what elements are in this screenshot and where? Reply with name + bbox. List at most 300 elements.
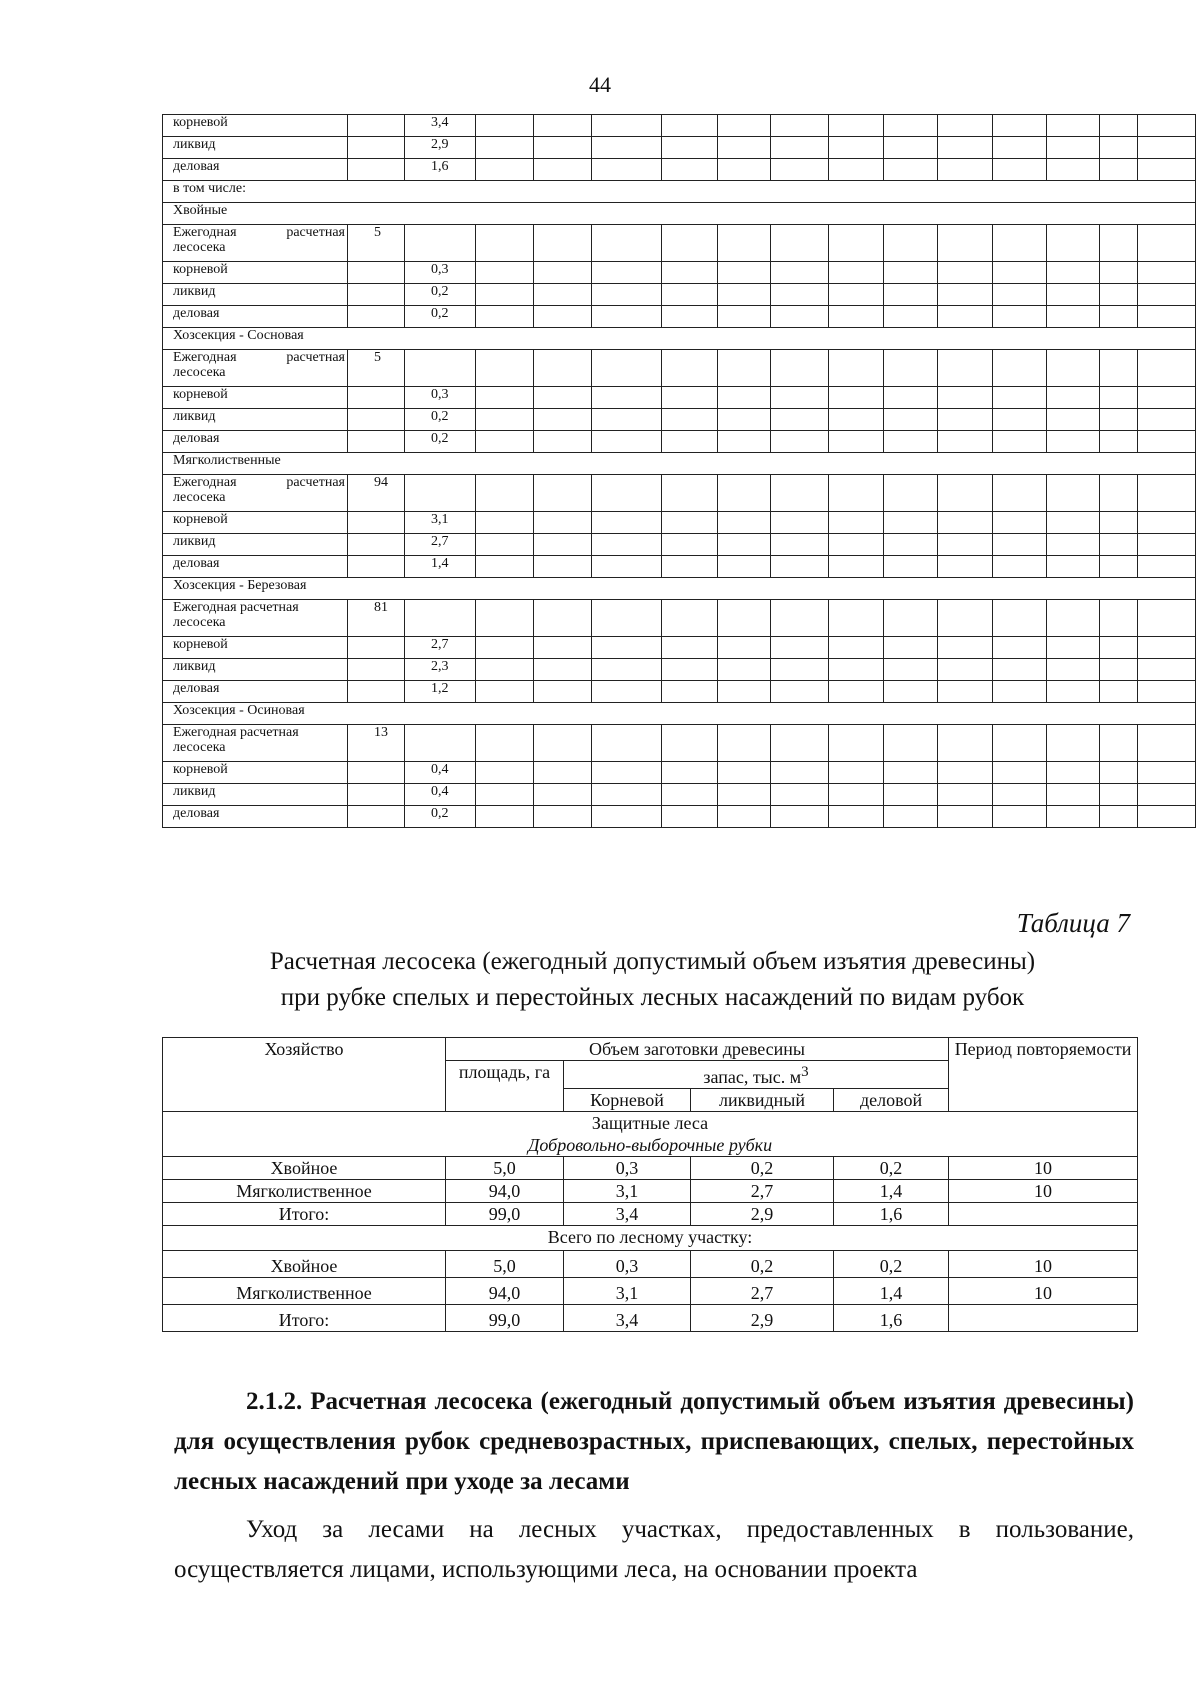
- empty-cell: [662, 306, 718, 328]
- empty-cell: [476, 159, 534, 181]
- empty-cell: [938, 556, 993, 578]
- empty-cell: [1100, 534, 1138, 556]
- empty-cell: [829, 225, 884, 262]
- header-stock-text: запас, тыс. м: [703, 1067, 802, 1087]
- row-area: [348, 512, 405, 534]
- empty-cell: [534, 806, 592, 828]
- empty-cell: [993, 784, 1047, 806]
- row-label: корневой: [163, 512, 348, 534]
- empty-cell: [534, 475, 592, 512]
- empty-cell: [476, 600, 534, 637]
- row-area: [348, 306, 405, 328]
- empty-cell: [534, 387, 592, 409]
- cell-liquid: 2,7: [691, 1278, 834, 1305]
- empty-cell: [829, 137, 884, 159]
- row-value: 2,9: [405, 137, 476, 159]
- empty-cell: [476, 725, 534, 762]
- table-row: [163, 703, 1196, 725]
- table-row: [163, 306, 1196, 328]
- row-area: [348, 262, 405, 284]
- row-value: 0,4: [405, 762, 476, 784]
- empty-cell: [592, 284, 662, 306]
- empty-cell: [771, 725, 829, 762]
- empty-cell: [884, 762, 938, 784]
- table-row: [163, 784, 1196, 806]
- empty-cell: [1047, 262, 1100, 284]
- cell-area: 99,0: [446, 1203, 564, 1226]
- table-row: [163, 328, 1196, 350]
- section-label: Хозсекция - Березовая: [163, 578, 1196, 600]
- empty-cell: [938, 725, 993, 762]
- row-area: 5: [348, 225, 405, 262]
- empty-cell: [829, 431, 884, 453]
- empty-cell: [476, 637, 534, 659]
- table-row: [163, 556, 1196, 578]
- row-label-part: Ежегодная расчетная: [173, 600, 299, 615]
- empty-cell: [662, 159, 718, 181]
- empty-cell: [718, 556, 771, 578]
- table-row: [163, 475, 1196, 512]
- empty-cell: [718, 659, 771, 681]
- empty-cell: [938, 431, 993, 453]
- empty-cell: [592, 387, 662, 409]
- empty-cell: [884, 637, 938, 659]
- empty-cell: [993, 637, 1047, 659]
- empty-cell: [592, 762, 662, 784]
- empty-cell: [1138, 137, 1196, 159]
- table-row: [163, 725, 1196, 762]
- empty-cell: [771, 284, 829, 306]
- row-label: корневой: [163, 262, 348, 284]
- empty-cell: [938, 409, 993, 431]
- empty-cell: [534, 115, 592, 137]
- empty-cell: [592, 534, 662, 556]
- table-7-caption: Таблица 7: [1016, 908, 1130, 938]
- empty-cell: [1047, 137, 1100, 159]
- empty-cell: [1100, 681, 1138, 703]
- empty-cell: [1047, 284, 1100, 306]
- empty-cell: [662, 659, 718, 681]
- empty-cell: [771, 534, 829, 556]
- table-6-continuation: [162, 114, 1196, 828]
- row-value: 0,2: [405, 306, 476, 328]
- empty-cell: [829, 306, 884, 328]
- table-row: [163, 762, 1196, 784]
- empty-cell: [1138, 556, 1196, 578]
- empty-cell: [829, 534, 884, 556]
- header-volume: Объем заготовки древесины: [446, 1038, 949, 1061]
- empty-cell: [592, 784, 662, 806]
- empty-cell: [476, 225, 534, 262]
- empty-cell: [592, 637, 662, 659]
- empty-cell: [476, 806, 534, 828]
- empty-cell: [718, 512, 771, 534]
- table-row: [163, 387, 1196, 409]
- empty-cell: [771, 409, 829, 431]
- cell-area: 5,0: [446, 1157, 564, 1180]
- cell-liquid: 2,9: [691, 1203, 834, 1226]
- empty-cell: [771, 637, 829, 659]
- row-label-part: расчетная: [286, 475, 345, 490]
- empty-cell: [1100, 762, 1138, 784]
- empty-cell: [476, 409, 534, 431]
- empty-cell: [592, 350, 662, 387]
- empty-cell: [718, 387, 771, 409]
- empty-cell: [1138, 659, 1196, 681]
- empty-cell: [771, 431, 829, 453]
- empty-cell: [993, 659, 1047, 681]
- row-label: [163, 600, 348, 637]
- empty-cell: [938, 681, 993, 703]
- empty-cell: [534, 512, 592, 534]
- row-label: корневой: [163, 762, 348, 784]
- row-area: [348, 762, 405, 784]
- cell-liquid: 0,2: [691, 1251, 834, 1278]
- cell-period: [949, 1305, 1138, 1332]
- row-value: 0,4: [405, 784, 476, 806]
- empty-cell: [829, 806, 884, 828]
- row-label: [163, 350, 348, 387]
- row-label: деловая: [163, 556, 348, 578]
- empty-cell: [938, 600, 993, 637]
- cell-root: 3,4: [564, 1305, 691, 1332]
- empty-cell: [993, 600, 1047, 637]
- row-label-part: расчетная: [286, 225, 345, 240]
- row-value: 0,2: [405, 431, 476, 453]
- empty-cell: [1047, 637, 1100, 659]
- table-row: [163, 534, 1196, 556]
- empty-cell: [1100, 431, 1138, 453]
- section-label: Хозсекция - Сосновая: [163, 328, 1196, 350]
- empty-cell: [662, 512, 718, 534]
- row-label: корневой: [163, 637, 348, 659]
- empty-cell: [1138, 284, 1196, 306]
- empty-cell: [1138, 806, 1196, 828]
- table-row: [163, 262, 1196, 284]
- empty-cell: [829, 409, 884, 431]
- empty-cell: [662, 431, 718, 453]
- cell-area: 94,0: [446, 1180, 564, 1203]
- header-period: Период повторяемости: [949, 1038, 1138, 1112]
- section-total-plot: Всего по лесному участку:: [163, 1226, 1138, 1251]
- empty-cell: [592, 475, 662, 512]
- row-value: 0,2: [405, 409, 476, 431]
- cell-root: 0,3: [564, 1251, 691, 1278]
- empty-cell: [662, 806, 718, 828]
- empty-cell: [476, 387, 534, 409]
- empty-cell: [884, 306, 938, 328]
- empty-cell: [662, 725, 718, 762]
- header-liquid: ликвидный: [691, 1089, 834, 1112]
- section-label: Мягколиственные: [163, 453, 1196, 475]
- cell-area: 99,0: [446, 1305, 564, 1332]
- empty-cell: [884, 512, 938, 534]
- empty-cell: [718, 534, 771, 556]
- empty-cell: [718, 806, 771, 828]
- empty-cell: [534, 137, 592, 159]
- empty-cell: [938, 806, 993, 828]
- table-row: [163, 137, 1196, 159]
- empty-cell: [1100, 159, 1138, 181]
- empty-cell: [884, 534, 938, 556]
- empty-cell: [1100, 387, 1138, 409]
- empty-cell: [1138, 115, 1196, 137]
- empty-cell: [993, 350, 1047, 387]
- empty-cell: [829, 512, 884, 534]
- empty-cell: [1100, 350, 1138, 387]
- table-row: [163, 284, 1196, 306]
- table-row: [163, 600, 1196, 637]
- row-value: [405, 725, 476, 762]
- empty-cell: [534, 409, 592, 431]
- empty-cell: [993, 115, 1047, 137]
- empty-cell: [592, 806, 662, 828]
- table-row: [163, 225, 1196, 262]
- empty-cell: [662, 262, 718, 284]
- row-area: [348, 659, 405, 681]
- header-business: деловой: [834, 1089, 949, 1112]
- empty-cell: [1138, 512, 1196, 534]
- empty-cell: [938, 762, 993, 784]
- empty-cell: [1100, 225, 1138, 262]
- empty-cell: [993, 262, 1047, 284]
- empty-cell: [938, 534, 993, 556]
- row-label: [163, 725, 348, 762]
- row-value: [405, 600, 476, 637]
- empty-cell: [534, 284, 592, 306]
- empty-cell: [938, 475, 993, 512]
- section-selective-cuttings: Добровольно-выборочные рубки: [527, 1135, 773, 1155]
- empty-cell: [1138, 725, 1196, 762]
- empty-cell: [592, 159, 662, 181]
- empty-cell: [534, 659, 592, 681]
- row-label: корневой: [163, 387, 348, 409]
- empty-cell: [771, 762, 829, 784]
- table-7-title-line-1: Расчетная лесосека (ежегодный допустимый объем изъятия древесины): [269, 948, 1036, 975]
- empty-cell: [718, 306, 771, 328]
- empty-cell: [771, 159, 829, 181]
- empty-cell: [1047, 681, 1100, 703]
- empty-cell: [884, 600, 938, 637]
- empty-cell: [993, 284, 1047, 306]
- empty-cell: [1100, 556, 1138, 578]
- empty-cell: [1138, 225, 1196, 262]
- cell-root: 3,1: [564, 1278, 691, 1305]
- empty-cell: [718, 725, 771, 762]
- empty-cell: [1100, 262, 1138, 284]
- empty-cell: [771, 806, 829, 828]
- table-7-title: [160, 944, 1145, 1016]
- empty-cell: [771, 681, 829, 703]
- empty-cell: [993, 225, 1047, 262]
- cell-name: Хвойное: [163, 1157, 446, 1180]
- empty-cell: [1047, 409, 1100, 431]
- empty-cell: [829, 387, 884, 409]
- row-area: [348, 784, 405, 806]
- empty-cell: [1100, 284, 1138, 306]
- empty-cell: [718, 225, 771, 262]
- row-value: 0,3: [405, 387, 476, 409]
- section-label: Хозсекция - Осиновая: [163, 703, 1196, 725]
- empty-cell: [662, 556, 718, 578]
- empty-cell: [662, 784, 718, 806]
- empty-cell: [1047, 725, 1100, 762]
- cell-area: 94,0: [446, 1278, 564, 1305]
- cell-period: 10: [949, 1251, 1138, 1278]
- empty-cell: [993, 725, 1047, 762]
- empty-cell: [993, 306, 1047, 328]
- table-row: [163, 659, 1196, 681]
- empty-cell: [1138, 475, 1196, 512]
- empty-cell: [476, 512, 534, 534]
- empty-cell: [718, 784, 771, 806]
- empty-cell: [718, 284, 771, 306]
- empty-cell: [534, 762, 592, 784]
- row-area: [348, 159, 405, 181]
- empty-cell: [534, 681, 592, 703]
- empty-cell: [938, 262, 993, 284]
- empty-cell: [884, 556, 938, 578]
- empty-cell: [1047, 762, 1100, 784]
- empty-cell: [592, 115, 662, 137]
- table-row: [163, 1203, 1138, 1226]
- row-value: 0,2: [405, 284, 476, 306]
- empty-cell: [993, 556, 1047, 578]
- row-area: [348, 637, 405, 659]
- empty-cell: [771, 387, 829, 409]
- empty-cell: [884, 475, 938, 512]
- empty-cell: [829, 600, 884, 637]
- empty-cell: [829, 115, 884, 137]
- empty-cell: [993, 512, 1047, 534]
- empty-cell: [829, 725, 884, 762]
- empty-cell: [1138, 784, 1196, 806]
- empty-cell: [1047, 387, 1100, 409]
- empty-cell: [771, 225, 829, 262]
- empty-cell: [662, 409, 718, 431]
- table-row: [163, 512, 1196, 534]
- empty-cell: [938, 637, 993, 659]
- row-area: [348, 431, 405, 453]
- empty-cell: [1047, 115, 1100, 137]
- empty-cell: [993, 387, 1047, 409]
- row-value: 0,2: [405, 806, 476, 828]
- empty-cell: [534, 600, 592, 637]
- cell-business: 1,4: [834, 1180, 949, 1203]
- row-value: 3,1: [405, 512, 476, 534]
- empty-cell: [592, 225, 662, 262]
- empty-cell: [829, 475, 884, 512]
- cell-name: Итого:: [163, 1305, 446, 1332]
- empty-cell: [1138, 534, 1196, 556]
- row-area: 81: [348, 600, 405, 637]
- empty-cell: [771, 600, 829, 637]
- empty-cell: [1100, 806, 1138, 828]
- empty-cell: [771, 306, 829, 328]
- row-value: 2,3: [405, 659, 476, 681]
- empty-cell: [534, 159, 592, 181]
- empty-cell: [938, 659, 993, 681]
- empty-cell: [662, 284, 718, 306]
- row-label: ликвид: [163, 534, 348, 556]
- section-label: в том числе:: [163, 181, 1196, 203]
- cell-area: 5,0: [446, 1251, 564, 1278]
- empty-cell: [1138, 637, 1196, 659]
- empty-cell: [938, 115, 993, 137]
- empty-cell: [1047, 534, 1100, 556]
- table-row: [163, 181, 1196, 203]
- table-row: [163, 1251, 1138, 1278]
- empty-cell: [938, 159, 993, 181]
- empty-cell: [771, 512, 829, 534]
- empty-cell: [884, 681, 938, 703]
- empty-cell: [476, 659, 534, 681]
- row-value: 2,7: [405, 534, 476, 556]
- cell-name: Мягколиственное: [163, 1180, 446, 1203]
- empty-cell: [1100, 137, 1138, 159]
- table-row: [163, 453, 1196, 475]
- row-value: 0,3: [405, 262, 476, 284]
- empty-cell: [1138, 350, 1196, 387]
- table-row: [163, 578, 1196, 600]
- empty-cell: [829, 681, 884, 703]
- row-area: 13: [348, 725, 405, 762]
- empty-cell: [884, 137, 938, 159]
- empty-cell: [829, 284, 884, 306]
- row-area: [348, 137, 405, 159]
- empty-cell: [1138, 159, 1196, 181]
- empty-cell: [718, 159, 771, 181]
- row-area: [348, 556, 405, 578]
- table-7: [162, 1037, 1138, 1332]
- row-label: деловая: [163, 431, 348, 453]
- empty-cell: [884, 431, 938, 453]
- row-label-part: лесосека: [173, 740, 226, 755]
- row-label: деловая: [163, 159, 348, 181]
- empty-cell: [829, 262, 884, 284]
- row-value: 1,2: [405, 681, 476, 703]
- header-stock: [564, 1061, 949, 1089]
- empty-cell: [662, 387, 718, 409]
- empty-cell: [1100, 600, 1138, 637]
- row-label: [163, 225, 348, 262]
- empty-cell: [884, 225, 938, 262]
- empty-cell: [938, 387, 993, 409]
- table-row: [163, 350, 1196, 387]
- empty-cell: [884, 284, 938, 306]
- cell-period: [949, 1203, 1138, 1226]
- empty-cell: [718, 115, 771, 137]
- table-row: [163, 806, 1196, 828]
- empty-cell: [993, 681, 1047, 703]
- empty-cell: [534, 784, 592, 806]
- empty-cell: [829, 556, 884, 578]
- empty-cell: [1047, 431, 1100, 453]
- header-economy: Хозяйство: [163, 1038, 446, 1112]
- empty-cell: [1100, 725, 1138, 762]
- empty-cell: [1138, 431, 1196, 453]
- empty-cell: [829, 659, 884, 681]
- empty-cell: [662, 350, 718, 387]
- empty-cell: [993, 762, 1047, 784]
- row-area: [348, 115, 405, 137]
- row-label-part: Ежегодная: [173, 350, 237, 365]
- cell-liquid: 2,9: [691, 1305, 834, 1332]
- empty-cell: [771, 137, 829, 159]
- empty-cell: [1138, 387, 1196, 409]
- empty-cell: [884, 387, 938, 409]
- table-row: [163, 159, 1196, 181]
